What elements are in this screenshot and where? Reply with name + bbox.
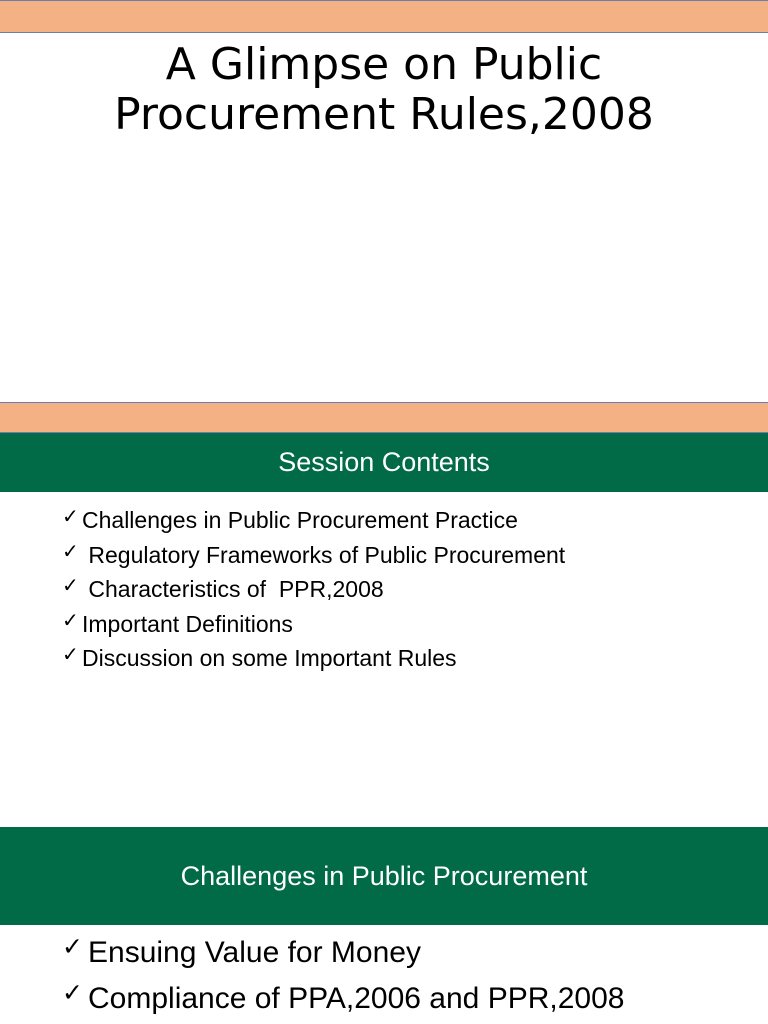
list-item: [62, 503, 565, 538]
slide-title: [0, 40, 768, 140]
slide-title-line-1: A Glimpse on Public: [165, 39, 603, 90]
check-icon: ✓: [62, 932, 83, 961]
list-item-text: Ensuing Value for Money: [88, 936, 421, 969]
list-item: [62, 572, 565, 607]
check-icon: ✓: [62, 607, 79, 632]
challenges-header: [0, 827, 768, 925]
check-icon: ✓: [62, 573, 79, 597]
list-item: [62, 930, 624, 976]
check-icon: ✓: [62, 978, 83, 1007]
challenges-title: Challenges in Public Procurement: [180, 860, 588, 891]
list-item: [62, 641, 565, 676]
list-item-text: Compliance of PPA,2006 and PPR,2008: [88, 982, 625, 1015]
list-item: [62, 607, 565, 642]
list-item-text: Regulatory Frameworks of Public Procurement: [82, 541, 566, 568]
challenges-list: [62, 930, 624, 1022]
list-item: [62, 976, 624, 1022]
list-item-text: Characteristics of PPR,2008: [82, 576, 384, 602]
slide2-top-band: [0, 402, 768, 433]
slide-title-line-2: Procurement Rules,2008: [114, 89, 654, 140]
check-icon: ✓: [62, 504, 79, 528]
list-item-text: Discussion on some Important Rules: [82, 645, 457, 671]
session-contents-header: [0, 433, 768, 492]
check-icon: ✓: [62, 642, 79, 666]
session-contents-title: Session Contents: [278, 447, 490, 477]
list-item-text: Challenges in Public Procurement Practice: [82, 507, 518, 533]
session-contents-list: [62, 503, 565, 676]
list-item: [62, 538, 565, 573]
slide1-top-band: [0, 0, 768, 33]
list-item-text: Important Definitions: [82, 610, 293, 637]
check-icon: ✓: [62, 538, 79, 563]
